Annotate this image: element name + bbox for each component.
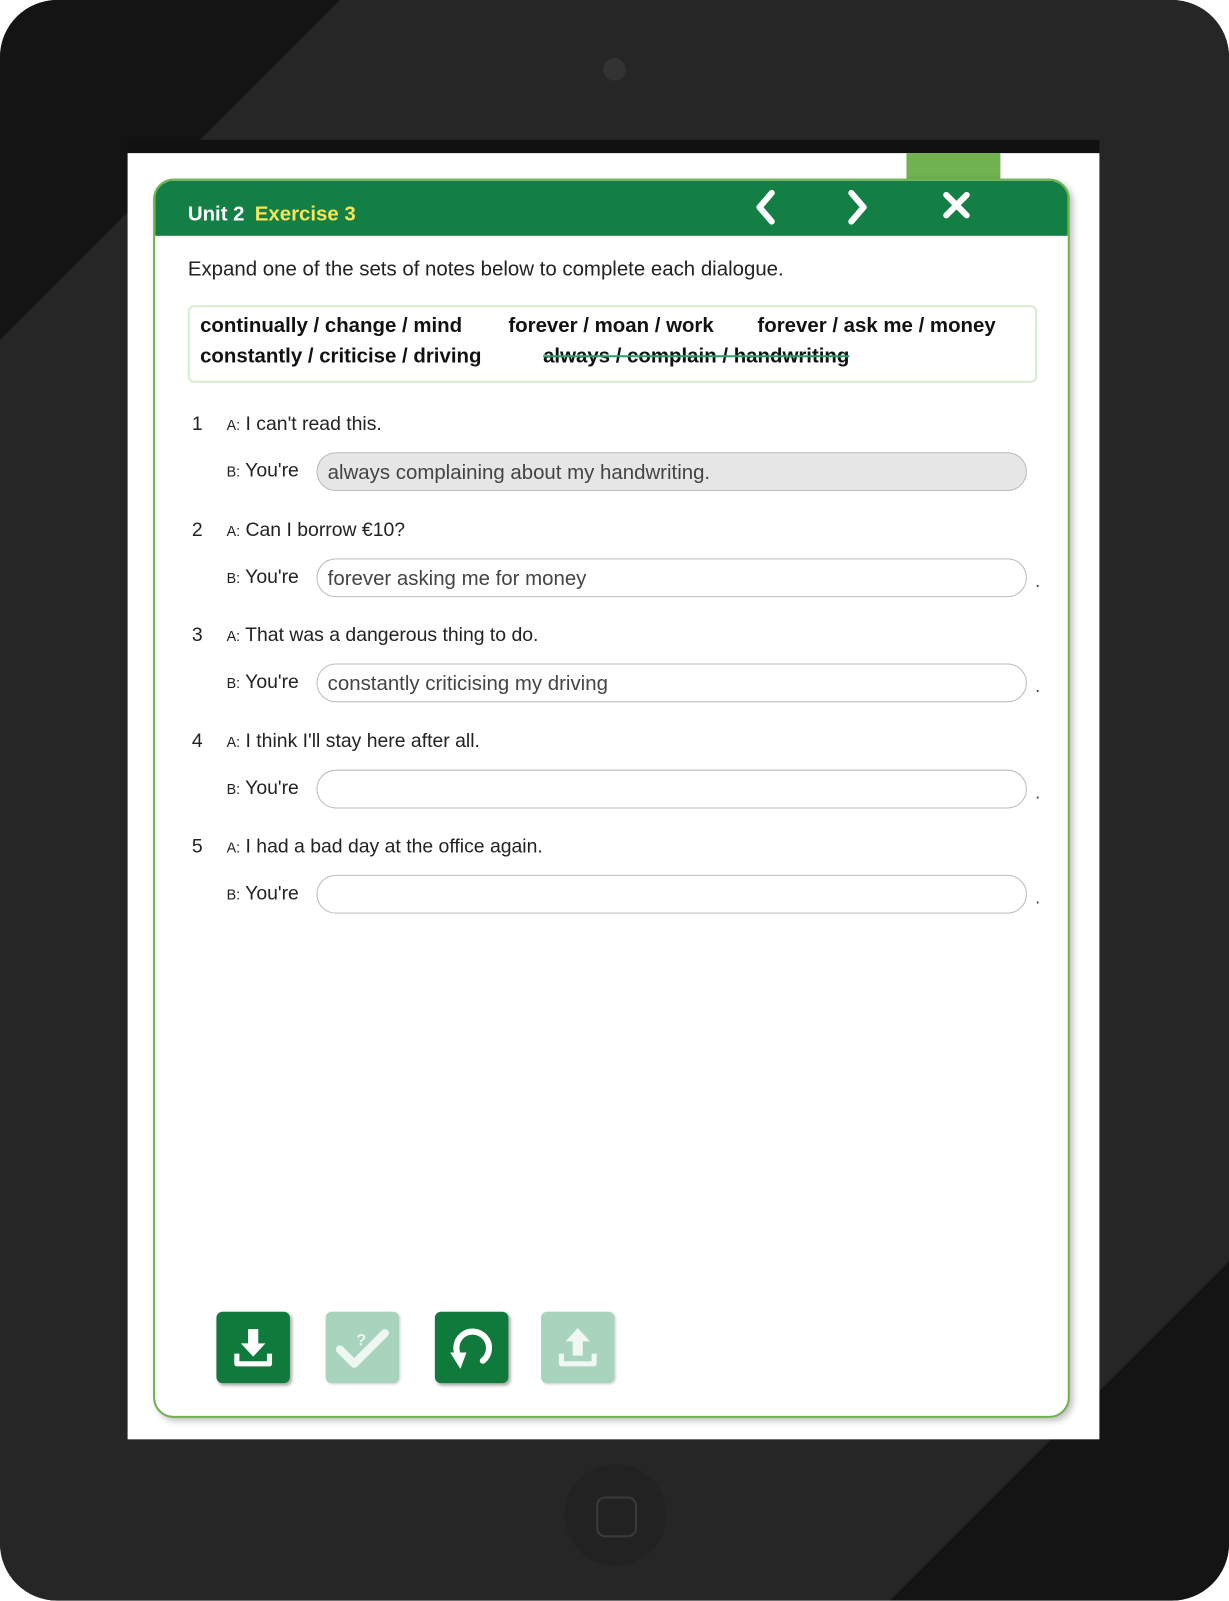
exercise-label: Exercise 3: [254, 203, 356, 226]
line-b-prefix: You're: [245, 777, 299, 799]
speaker-b-label: B:: [226, 780, 241, 797]
question-number: 3: [191, 624, 203, 647]
line-a-text: I can't read this.: [245, 413, 382, 435]
line-b: [227, 460, 299, 482]
camera-icon: [603, 58, 625, 80]
svg-text:?: ?: [356, 1331, 367, 1350]
sentence-end: .: [1035, 887, 1041, 908]
line-b: [227, 566, 299, 588]
screen-status-band: [128, 140, 1100, 154]
line-a-text: I think I'll stay here after all.: [245, 730, 480, 752]
speaker-a-label: A:: [226, 733, 241, 750]
chevron-left-icon: [751, 189, 780, 226]
note-item-used: always / complain / handwriting: [543, 345, 850, 368]
question-number: 5: [191, 836, 203, 858]
exercise-header: [155, 181, 1068, 236]
answer-input[interactable]: forever asking me for money: [316, 558, 1026, 597]
close-button[interactable]: [936, 189, 977, 230]
speaker-a-label: A:: [226, 416, 241, 433]
speaker-a-label: A:: [226, 522, 241, 539]
line-a: [227, 519, 405, 541]
previous-button[interactable]: [745, 189, 786, 230]
speaker-a-label: A:: [226, 839, 241, 856]
reset-icon: [446, 1322, 497, 1373]
close-icon: [941, 190, 972, 221]
line-a: [227, 730, 480, 752]
answer-input: always complaining about my handwriting.: [316, 452, 1026, 491]
sentence-end: .: [1035, 781, 1041, 802]
speaker-b-label: B:: [226, 886, 241, 903]
line-b-prefix: You're: [245, 882, 299, 905]
line-b-prefix: You're: [245, 566, 299, 588]
line-a-text: I had a bad day at the office again.: [245, 836, 543, 858]
note-item: forever / moan / work: [508, 314, 714, 337]
question-number: 2: [191, 519, 203, 541]
line-a: [227, 625, 539, 647]
answer-input[interactable]: constantly criticising my driving: [316, 664, 1026, 703]
next-button[interactable]: [837, 189, 878, 230]
chevron-right-icon: [843, 189, 872, 226]
upload-icon: [555, 1325, 600, 1370]
exercise-title: [188, 203, 356, 226]
download-button[interactable]: [216, 1312, 289, 1383]
speaker-a-label: A:: [226, 627, 241, 645]
unit-label: Unit 2: [187, 203, 245, 226]
speaker-b-label: B:: [226, 569, 241, 586]
home-square-icon: [596, 1496, 637, 1537]
upload-button[interactable]: [541, 1312, 614, 1383]
speaker-b-label: B:: [226, 674, 241, 692]
question-number: 1: [191, 413, 203, 435]
exercise-panel: [153, 179, 1070, 1418]
notes-box: [188, 305, 1037, 383]
line-a: [227, 413, 382, 435]
speaker-b-label: B:: [226, 463, 241, 480]
answer-input[interactable]: [316, 875, 1026, 914]
line-b: [227, 672, 299, 694]
note-item: continually / change / mind: [200, 314, 463, 337]
line-b: [227, 777, 299, 799]
line-b-prefix: You're: [245, 460, 299, 482]
question-number: 4: [191, 730, 203, 752]
sentence-end: .: [1035, 675, 1041, 697]
line-a-text: That was a dangerous thing to do.: [245, 624, 539, 647]
line-b-prefix: You're: [245, 671, 299, 694]
reset-button[interactable]: [435, 1312, 508, 1383]
instruction-text: Expand one of the sets of notes below to complete each dialogue.: [187, 258, 784, 281]
line-a-text: Can I borrow €10?: [245, 519, 406, 541]
line-a: [227, 836, 543, 858]
line-b: [227, 883, 299, 905]
note-item: constantly / criticise / driving: [200, 345, 482, 368]
answer-input[interactable]: [316, 769, 1026, 808]
download-icon: [231, 1325, 276, 1370]
note-item: forever / ask me / money: [757, 314, 996, 337]
check-answers-icon: [334, 1323, 391, 1372]
sentence-end: .: [1035, 570, 1041, 591]
check-answers-button[interactable]: [326, 1312, 399, 1383]
